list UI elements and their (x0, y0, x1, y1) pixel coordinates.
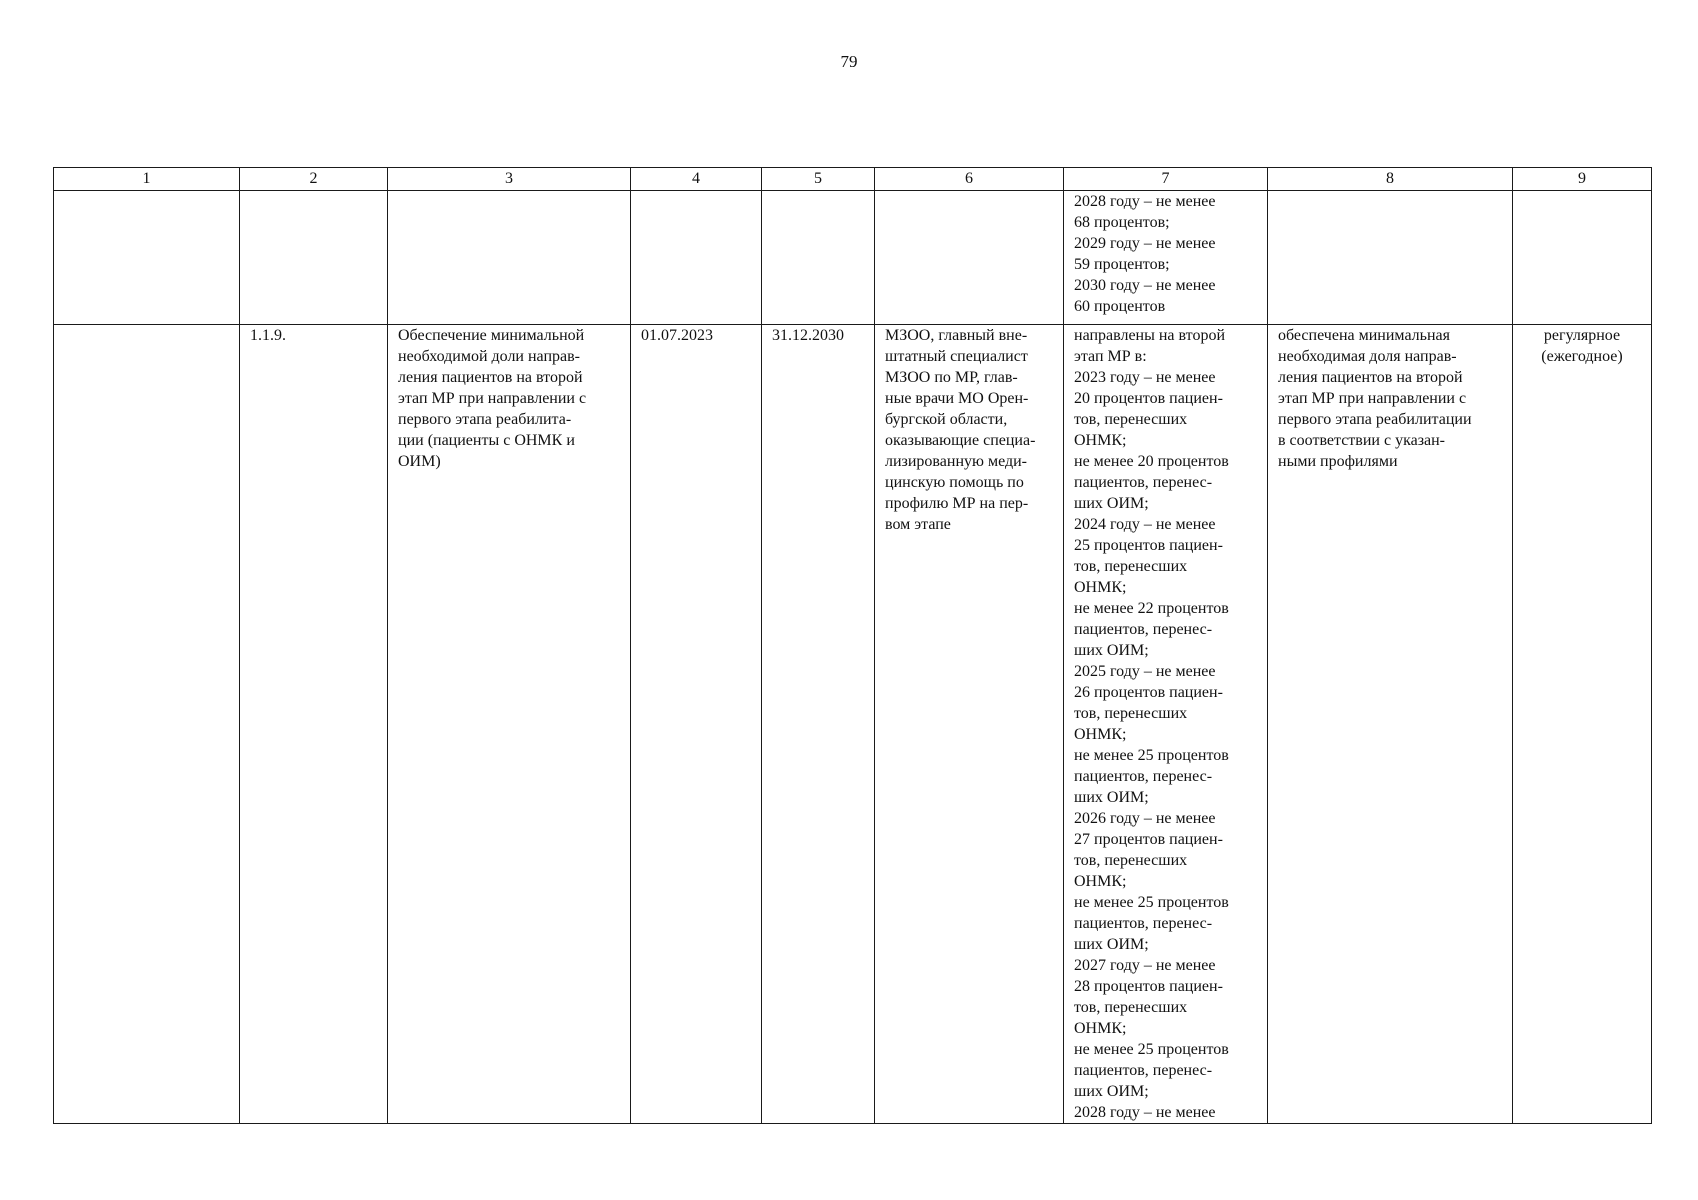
empty-cell (54, 191, 240, 325)
column-number: 7 (1064, 168, 1268, 191)
column-number: 8 (1268, 168, 1513, 191)
column-number: 3 (388, 168, 631, 191)
page-number: 79 (840, 52, 858, 71)
column-number-row (54, 168, 1652, 191)
column-number: 9 (1513, 168, 1652, 191)
empty-cell (631, 191, 762, 325)
empty-cell (240, 191, 388, 325)
column-number: 1 (54, 168, 240, 191)
end-date-cell: 31.12.2030 (762, 325, 875, 1124)
measure-row (54, 325, 1652, 1124)
measure-name-cell: Обеспечение минимальной необходимой доли направ- ления пациентов на второй этап МР при направлении с первого этапа реабилита- ции (пациенты с ОНМК и ОИМ) (388, 325, 631, 1124)
responsible-cell: МЗОО, главный вне- штатный специалист МЗОО по МР, глав- ные врачи МО Орен- бургской области, оказывающие специа- лизированную меди- цинскую помощь по профилю МР на пер- вом этапе (875, 325, 1064, 1124)
empty-cell (1268, 191, 1513, 325)
measures-table (53, 167, 1652, 1124)
measure-number-cell: 1.1.9. (240, 325, 388, 1124)
start-date-cell: 01.07.2023 (631, 325, 762, 1124)
empty-cell (875, 191, 1064, 325)
empty-cell (1513, 191, 1652, 325)
indicators-cell: направлены на второй этап МР в: 2023 году – не менее 20 процентов пациен- тов, перенесших ОНМК; не менее 20 процентов пациентов, перенес- ших ОИМ; 2024 году – не менее 25 процентов пациен- тов, перенесших ОНМК; не менее 22 процентов пациентов, перенес- ших ОИМ; 2025 году – не менее 26 процентов пациен- тов, перенесших ОНМК; не менее 25 процентов пациентов, перенес- ших ОИМ; 2026 году – не менее 27 процентов пациен- тов, перенесших ОНМК; не менее 25 процентов пациентов, перенес- ших ОИМ; 2027 году – не менее 28 процентов пациен- тов, перенесших ОНМК; не менее 25 процентов пациентов, перенес- ших ОИМ; 2028 году – не менее (1064, 325, 1268, 1124)
continuation-row (54, 191, 1652, 325)
column-number: 6 (875, 168, 1064, 191)
column-number: 5 (762, 168, 875, 191)
column-number: 2 (240, 168, 388, 191)
column-number: 4 (631, 168, 762, 191)
empty-cell (388, 191, 631, 325)
empty-cell (762, 191, 875, 325)
indicator-continuation-cell: 2028 году – не менее 68 процентов; 2029 году – не менее 59 процентов; 2030 году – не менее 60 процентов (1064, 191, 1268, 325)
result-cell: обеспечена минимальная необходимая доля направ- ления пациентов на второй этап МР при направлении с первого этапа реабилитации в соответствии с указан- ными профилями (1268, 325, 1513, 1124)
empty-cell (54, 325, 240, 1124)
measure-type-cell: регулярное (ежегодное) (1513, 325, 1652, 1124)
